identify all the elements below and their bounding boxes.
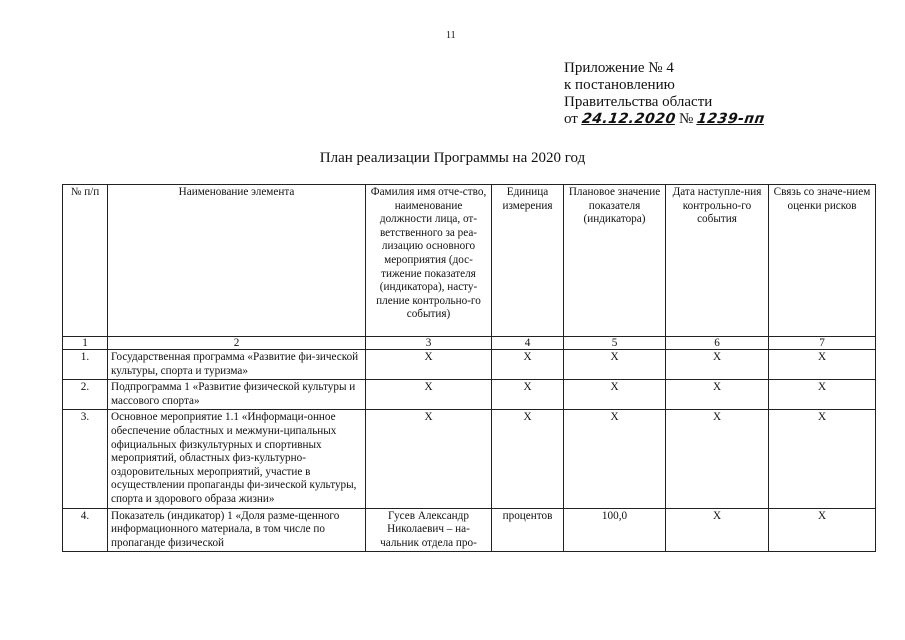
- row-responsible: X: [366, 410, 492, 508]
- row-responsible: X: [366, 350, 492, 380]
- document-title: План реализации Программы на 2020 год: [319, 150, 586, 166]
- header-cell-unit: Единица измерения: [492, 185, 564, 337]
- plan-table: [62, 184, 876, 552]
- table-row: [63, 380, 876, 410]
- header-cell-num: № п/п: [63, 185, 108, 337]
- column-number: 1: [63, 337, 108, 350]
- column-number: 4: [492, 337, 564, 350]
- row-risk: X: [769, 410, 876, 508]
- column-number: 6: [666, 337, 769, 350]
- row-plan-value-text: 100,0: [601, 509, 628, 522]
- row-risk: X: [769, 350, 876, 380]
- row-num-text: 4.: [80, 509, 90, 522]
- row-name: [108, 508, 366, 551]
- appendix-line-3: Правительства области: [564, 94, 713, 110]
- row-plan-value: X: [564, 380, 666, 410]
- row-num: 3.: [63, 410, 108, 508]
- appendix-line-1: Приложение № 4: [564, 60, 674, 76]
- row-unit: X: [492, 410, 564, 508]
- column-number-row: [63, 337, 876, 350]
- row-plan-value: X: [564, 350, 666, 380]
- header-cell-date: Дата наступле-ния контрольно-го события: [666, 185, 769, 337]
- header-cell-risk: Связь со значе-нием оценки рисков: [769, 185, 876, 337]
- table-row: [63, 350, 876, 380]
- row-date-text: X: [712, 509, 722, 522]
- row-risk: X: [769, 380, 876, 410]
- row-risk: [769, 508, 876, 551]
- appendix-block: [564, 60, 765, 128]
- row-name: Государственная программа «Развитие фи-зической культуры, спорта и туризма»: [108, 350, 366, 380]
- table-row: [63, 410, 876, 508]
- header-cell-plan-value: Плановое значение показателя (индикатора): [564, 185, 666, 337]
- row-risk-text: X: [817, 509, 827, 522]
- row-name: Основное мероприятие 1.1 «Информаци-онное обеспечение областных и межмуни-ципальных официальных физкультурных и спортивных мероприятий, областных физ-культурно-оздоровительных мероприятий, участие в осуществлении пропаганды фи-зической культуры, спорта и здорового образа жизни»: [108, 410, 366, 508]
- row-date: X: [666, 350, 769, 380]
- row-date: X: [666, 380, 769, 410]
- number-prefix: №: [678, 111, 694, 127]
- header-row: [63, 185, 876, 337]
- column-number: 7: [769, 337, 876, 350]
- row-num: 2.: [63, 380, 108, 410]
- row-responsible-text: Гусев Александр Николаевич – на-чальник отдела про-: [380, 509, 477, 549]
- table-row: [63, 508, 876, 551]
- column-number: 2: [108, 337, 366, 350]
- row-unit-text: процентов: [502, 509, 553, 522]
- header-cell-responsible: Фамилия имя отче-ство, наименование должности лица, от-ветственного за реа-лизацию основного мероприятия (дос-тижение показателя (индикатора), насту-пление контрольно-го события): [366, 185, 492, 337]
- row-responsible: X: [366, 380, 492, 410]
- row-date: X: [666, 410, 769, 508]
- row-unit: X: [492, 380, 564, 410]
- handwritten-date: 24.12.2020: [580, 111, 677, 127]
- row-name: Подпрограмма 1 «Развитие физической культуры и массового спорта»: [108, 380, 366, 410]
- handwritten-number: 1239-пп: [695, 111, 766, 127]
- header-cell-name: Наименование элемента: [108, 185, 366, 337]
- row-name-text: Показатель (индикатор) 1 «Доля разме-щенного информационного материала, в том числе по пропаганде физической: [111, 509, 340, 549]
- page-number: 11: [446, 30, 456, 41]
- date-prefix: от: [564, 111, 578, 127]
- row-responsible: [366, 508, 492, 551]
- column-number: 3: [366, 337, 492, 350]
- column-number: 5: [564, 337, 666, 350]
- row-date: [666, 508, 769, 551]
- appendix-date-line: [564, 111, 765, 128]
- row-num: [63, 508, 108, 551]
- row-plan-value: X: [564, 410, 666, 508]
- row-num: 1.: [63, 350, 108, 380]
- row-plan-value: [564, 508, 666, 551]
- row-unit: [492, 508, 564, 551]
- appendix-line-2: к постановлению: [564, 77, 675, 93]
- row-unit: X: [492, 350, 564, 380]
